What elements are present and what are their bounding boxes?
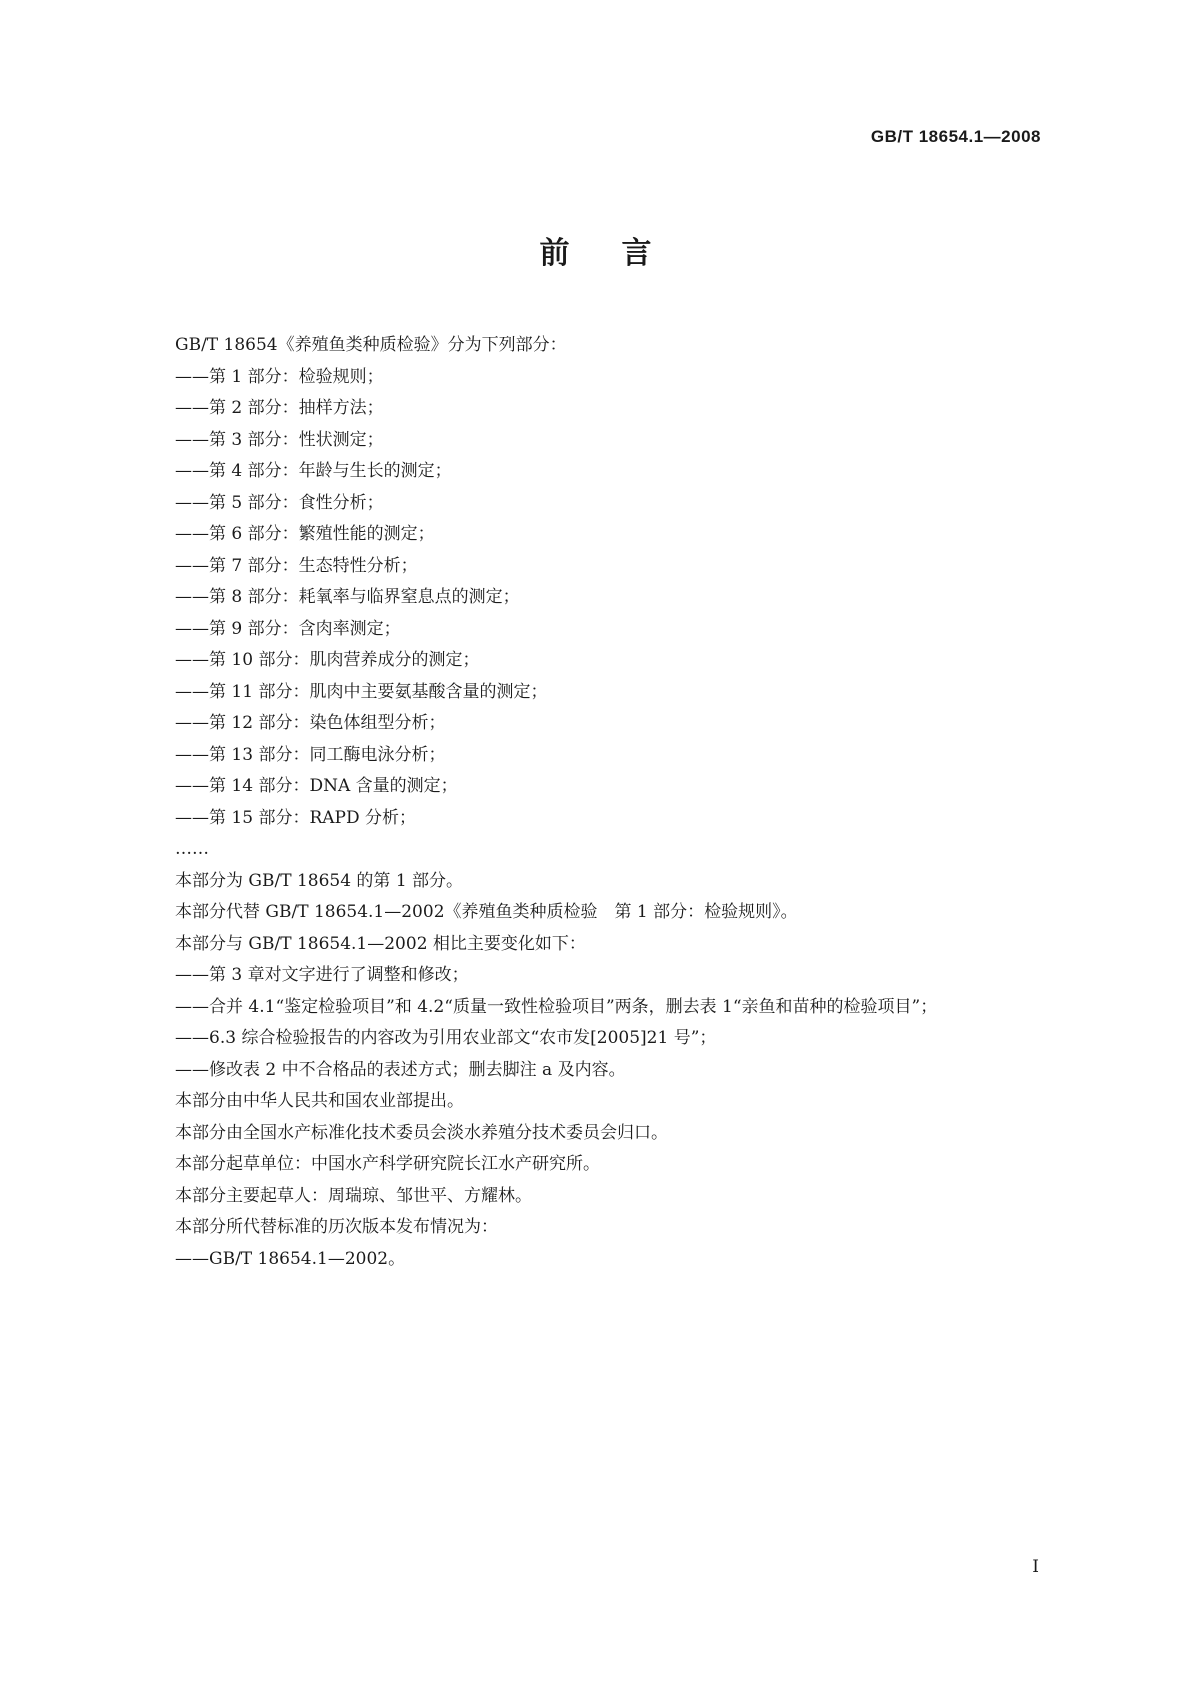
list-item: ——第 14 部分：DNA 含量的测定； (175, 776, 458, 796)
list-item: ——第 9 部分：含肉率测定； (175, 618, 401, 639)
list-item: ——修改表 2 中不合格品的表述方式；删去脚注 a 及内容。 (175, 1059, 626, 1080)
ellipsis: …… (175, 839, 209, 859)
intro-paragraph: GB/T 18654《养殖鱼类种质检验》分为下列部分： (175, 335, 567, 355)
list-item: ——第 13 部分：同工酶电泳分析； (175, 744, 446, 765)
proposed-by: 本部分由中华人民共和国农业部提出。 (175, 1091, 464, 1111)
changes-intro: 本部分与 GB/T 18654.1—2002 相比主要变化如下： (175, 933, 586, 954)
list-item: ——第 5 部分：食性分析； (175, 492, 384, 513)
history-intro: 本部分所代替标准的历次版本发布情况为： (175, 1217, 498, 1237)
drafting-unit: 本部分起草单位：中国水产科学研究院长江水产研究所。 (175, 1154, 600, 1174)
standard-number: GB/T 18654.1—2008 (870, 127, 1041, 146)
changes-list (175, 960, 1055, 1086)
foreword-body (175, 330, 1055, 1275)
list-item: ——第 1 部分：检验规则； (175, 366, 384, 387)
drafters: 本部分主要起草人：周瑞琼、邹世平、方耀林。 (175, 1185, 532, 1206)
page-title: 前言 (539, 236, 704, 271)
part-statement: 本部分为 GB/T 18654 的第 1 部分。 (175, 870, 464, 891)
list-item: ——第 6 部分：繁殖性能的测定； (175, 524, 435, 544)
list-item: ——第 8 部分：耗氧率与临界窒息点的测定； (175, 587, 520, 607)
page-number: I (1032, 1557, 1039, 1577)
list-item: ——第 3 章对文字进行了调整和修改； (175, 965, 469, 985)
list-item: ——第 2 部分：抽样方法； (175, 398, 384, 418)
list-item: ——第 7 部分：生态特性分析； (175, 555, 418, 576)
centralized-by: 本部分由全国水产标准化技术委员会淡水养殖分技术委员会归口。 (175, 1122, 668, 1143)
list-item: ——6.3 综合检验报告的内容改为引用农业部文“农市发[2005]21 号”； (175, 1028, 717, 1048)
list-item: ——第 3 部分：性状测定； (175, 429, 384, 450)
list-item: ——第 12 部分：染色体组型分析； (175, 713, 446, 733)
list-item: ——第 11 部分：肌肉中主要氨基酸含量的测定； (175, 681, 548, 702)
parts-list (175, 362, 1055, 835)
list-item: ——第 10 部分：肌肉营养成分的测定； (175, 650, 480, 670)
list-item: ——第 15 部分：RAPD 分析； (175, 807, 416, 828)
list-item: ——GB/T 18654.1—2002。 (175, 1248, 406, 1269)
list-item: ——第 4 部分：年龄与生长的测定； (175, 461, 452, 481)
list-item: ——合并 4.1“鉴定检验项目”和 4.2“质量一致性检验项目”两条，删去表 1“亲鱼和苗种的检验项目”； (175, 996, 938, 1017)
replaces-statement: 本部分代替 GB/T 18654.1—2002《养殖鱼类种质检验 第 1 部分：检验规则》。 (175, 902, 798, 922)
